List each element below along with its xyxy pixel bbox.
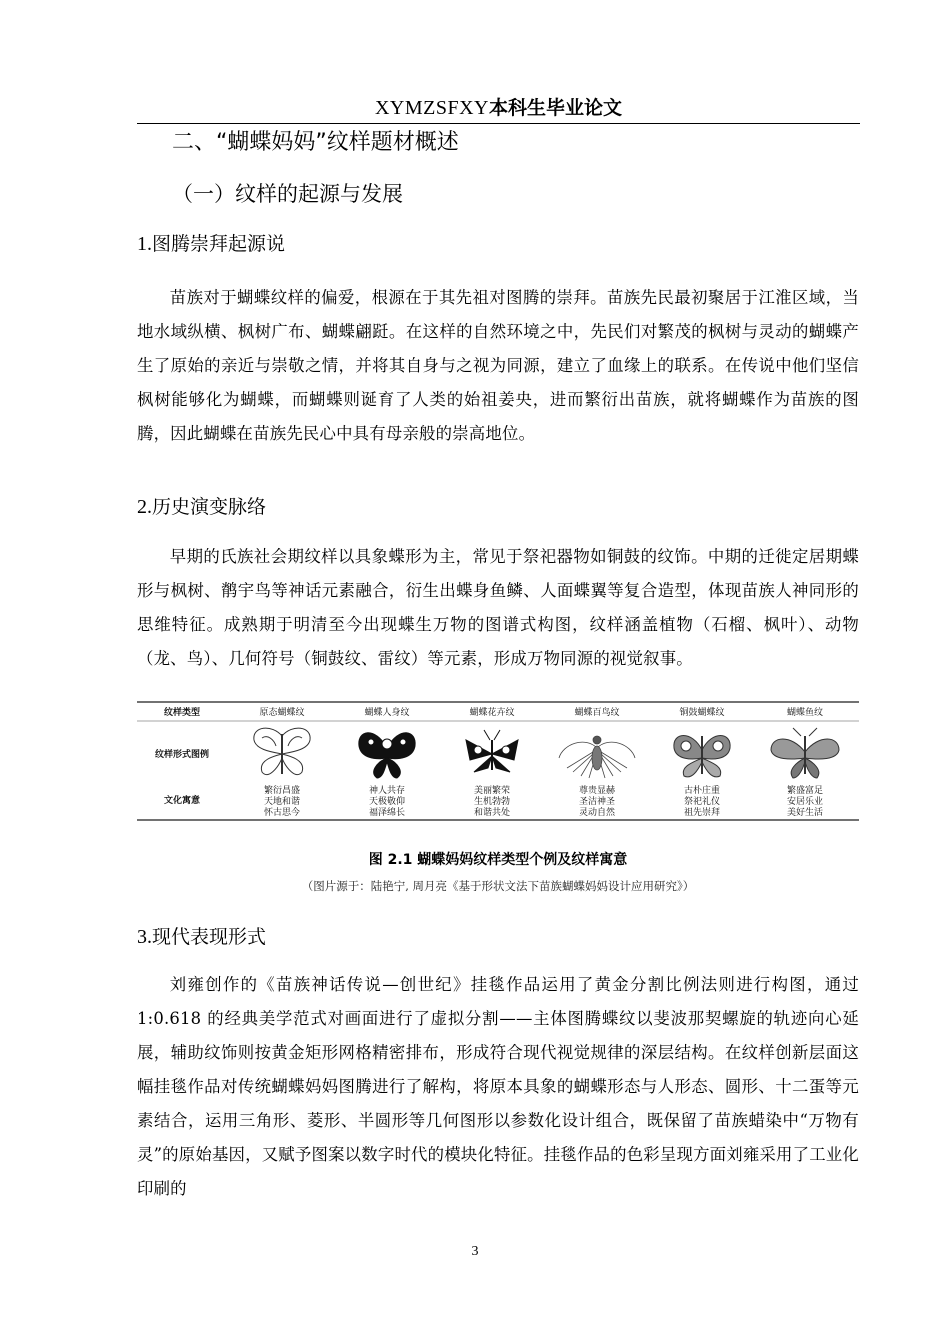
meaning-text: 圣洁神圣	[578, 797, 616, 807]
row-label-meaning: 文化寓意	[163, 796, 201, 806]
column-type: 蝴蝶花卉纹	[469, 708, 515, 718]
butterfly-original-icon	[254, 728, 310, 774]
meaning-text: 尊贵显赫	[578, 786, 616, 796]
figure-caption: 图 2.1 蝴蝶妈妈纹样类型个例及纹样寓意	[368, 852, 628, 868]
paragraph-history: 早期的氏族社会期纹样以具象蝶形为主，常见于祭祀器物如铜鼓的纹饰。中期的迁徙定居期蝶形与枫树、鹡宇鸟等神话元素融合，衍生出蝶身鱼鳞、人面蝶翼等复合造型，体现苗族人神同形的思维特征。成熟期于明清至今出现蝶生万物的图谱式构图，纹样涵盖植物（石榴、枫叶）、动物（龙、鸟）、几何符号（铜鼓纹、雷纹）等元素，形成万物同源的视觉叙事。	[137, 547, 859, 668]
figure-pattern-table	[137, 701, 859, 821]
meaning-text: 美丽繁荣	[473, 786, 511, 796]
meaning-text: 繁衍昌盛	[263, 786, 301, 796]
topic-title: 历史演变脉络	[152, 496, 267, 518]
running-header	[137, 93, 860, 121]
meaning-text: 天地和谐	[263, 797, 301, 807]
meaning-text: 灵动自然	[578, 808, 616, 818]
topic-heading-3	[137, 922, 266, 952]
butterfly-bird-icon	[559, 736, 635, 778]
page-number: 3	[471, 1244, 479, 1259]
topic-number: 3.	[137, 926, 152, 948]
meaning-text: 神人共存	[368, 786, 406, 796]
header-code: XYMZSFXY	[374, 97, 489, 119]
meaning-text: 和谐共处	[473, 808, 511, 818]
butterfly-human-icon	[359, 733, 415, 778]
topic-heading-2	[137, 492, 266, 522]
meaning-text: 祖先崇拜	[683, 808, 721, 818]
topic-title: 现代表现形式	[152, 926, 267, 948]
paragraph-modern-forms: 刘雍创作的《苗族神话传说—创世纪》挂毯作品运用了黄金分割比例法则进行构图，通过 1:0.618 的经典美学范式对画面进行了虚拟分割——主体图腾蝶纹以斐波那契螺旋的轨迹向心延展，辅助纹饰则按黄金矩形网格精密排布，形成符合现代视觉规律的深层结构。在纹样创新层面这幅挂毯作品对传统蝴蝶妈妈图腾进行了解构，将原本具象的蝴蝶形态与人形态、圆形、十二蛋等元素结合，运用三角形、菱形、半圆形等几何图形以参数化设计组合，既保留了苗族蜡染中“万物有灵”的原始基因，又赋予图案以数字时代的模块化特征。挂毯作品的色彩呈现方面刘雍采用了工业化印刷的	[137, 975, 859, 1198]
meaning-text: 安居乐业	[786, 797, 824, 807]
figure-source-note: （图片源于：陆艳宁, 周月亮《基于形状文法下苗族蝴蝶妈妈设计应用研究》）	[301, 879, 695, 893]
meaning-text: 古朴庄重	[683, 786, 721, 796]
butterfly-fish-icon	[771, 728, 839, 778]
butterfly-bronze-drum-icon	[674, 736, 730, 777]
meaning-text: 繁盛富足	[786, 786, 824, 796]
meaning-text: 怀古思今	[263, 808, 301, 818]
topic-title: 图腾崇拜起源说	[152, 233, 286, 255]
column-type: 蝴蝶百鸟纹	[574, 708, 620, 718]
meaning-text: 天极敬仰	[368, 797, 406, 807]
header-rule	[137, 123, 860, 124]
topic-number: 1.	[137, 233, 152, 255]
column-type: 铜鼓蝴蝶纹	[679, 708, 725, 718]
topic-number: 2.	[137, 496, 152, 518]
column-type: 原态蝴蝶纹	[259, 708, 305, 718]
butterfly-flower-icon	[466, 730, 518, 772]
column-type: 蝴蝶人身纹	[364, 708, 410, 718]
paragraph-totem-origin: 苗族对于蝴蝶纹样的偏爱，根源在于其先祖对图腾的崇拜。苗族先民最初聚居于江淮区域，当地水域纵横、枫树广布、蝴蝶翩跹。在这样的自然环境之中，先民们对繁茂的枫树与灵动的蝴蝶产生了原始的亲近与崇敬之情，并将其自身与之视为同源，建立了血缘上的联系。在传说中他们坚信枫树能够化为蝴蝶，而蝴蝶则诞育了人类的始祖姜央，进而繁衍出苗族，就将蝴蝶作为苗族的图腾，因此蝴蝶在苗族先民心中具有母亲般的崇高地位。	[137, 288, 859, 443]
row-label-type: 纹样类型	[163, 708, 201, 718]
meaning-text: 美好生活	[786, 808, 824, 818]
meaning-text: 生机勃勃	[473, 797, 511, 807]
section-heading: 二、“蝴蝶妈妈”纹样题材概述	[172, 130, 459, 155]
topic-heading-1	[137, 229, 285, 259]
header-title: 本科生毕业论文	[489, 97, 623, 119]
meaning-text: 福泽绵长	[368, 808, 406, 818]
column-type: 蝴蝶鱼纹	[786, 708, 824, 718]
subsection-heading: （一）纹样的起源与发展	[172, 182, 403, 206]
row-label-illustration: 纹样形式图例	[154, 750, 210, 760]
meaning-text: 祭祀礼仪	[683, 797, 721, 807]
